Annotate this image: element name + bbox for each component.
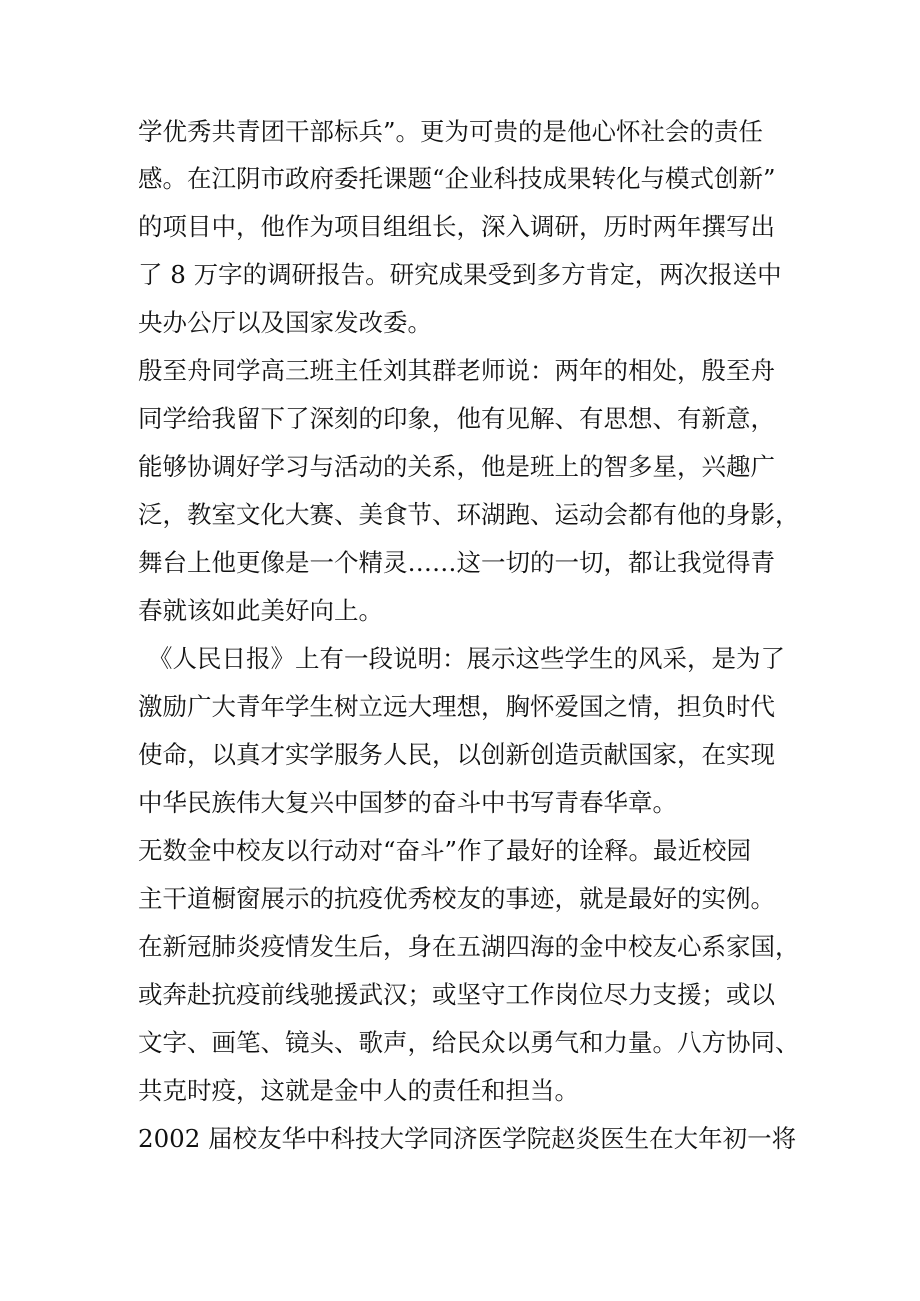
text-line: 在新冠肺炎疫情发生后，身在五湖四海的金中校友心系家国， — [138, 932, 800, 961]
text-line: 文字、画笔、镜头、歌声，给民众以勇气和力量。八方协同、 — [138, 1028, 800, 1057]
text-line: 《人民日报》上有一段说明：展示这些学生的风采，是为了 — [148, 644, 785, 673]
text-line: 学优秀共青团干部标兵”。更为可贵的是他心怀社会的责任 — [138, 117, 764, 146]
text-line: 泛，教室文化大赛、美食节、环湖跑、运动会都有他的身影， — [138, 500, 800, 529]
text-line: 无数金中校友以行动对“奋斗”作了最好的诠释。最近校园 — [138, 836, 752, 865]
text-line: 中华民族伟大复兴中国梦的奋斗中书写青春华章。 — [138, 788, 677, 817]
text-line: 同学给我留下了深刻的印象，他有见解、有思想、有新意， — [138, 404, 775, 433]
text-line: 能够协调好学习与活动的关系，他是班上的智多星，兴趣广 — [138, 452, 775, 481]
text-line: 2002 届校友华中科技大学同济医学院赵炎医生在大年初一将 — [138, 1124, 797, 1153]
text-line: 的项目中，他作为项目组组长，深入调研，历时两年撰写出 — [138, 212, 775, 241]
text-line: 激励广大青年学生树立远大理想，胸怀爱国之情，担负时代 — [138, 692, 775, 721]
text-line: 了 8 万字的调研报告。研究成果受到多方肯定，两次报送中 — [138, 260, 782, 289]
text-line: 或奔赴抗疫前线驰援武汉；或坚守工作岗位尽力支援；或以 — [138, 980, 775, 1009]
text-line: 殷至舟同学高三班主任刘其群老师说：两年的相处，殷至舟 — [138, 356, 775, 385]
text-line: 共克时疫，这就是金中人的责任和担当。 — [138, 1076, 579, 1105]
text-line: 主干道橱窗展示的抗疫优秀校友的事迹，就是最好的实例。 — [138, 884, 775, 913]
text-line: 舞台上他更像是一个精灵……这一切的一切，都让我觉得青 — [138, 548, 775, 577]
text-line: 央办公厅以及国家发改委。 — [138, 308, 432, 337]
text-line: 感。在江阴市政府委托课题“企业科技成果转化与模式创新” — [138, 164, 776, 193]
text-line: 春就该如此美好向上。 — [138, 596, 383, 625]
text-line: 使命，以真才实学服务人民，以创新创造贡献国家，在实现 — [138, 740, 775, 769]
